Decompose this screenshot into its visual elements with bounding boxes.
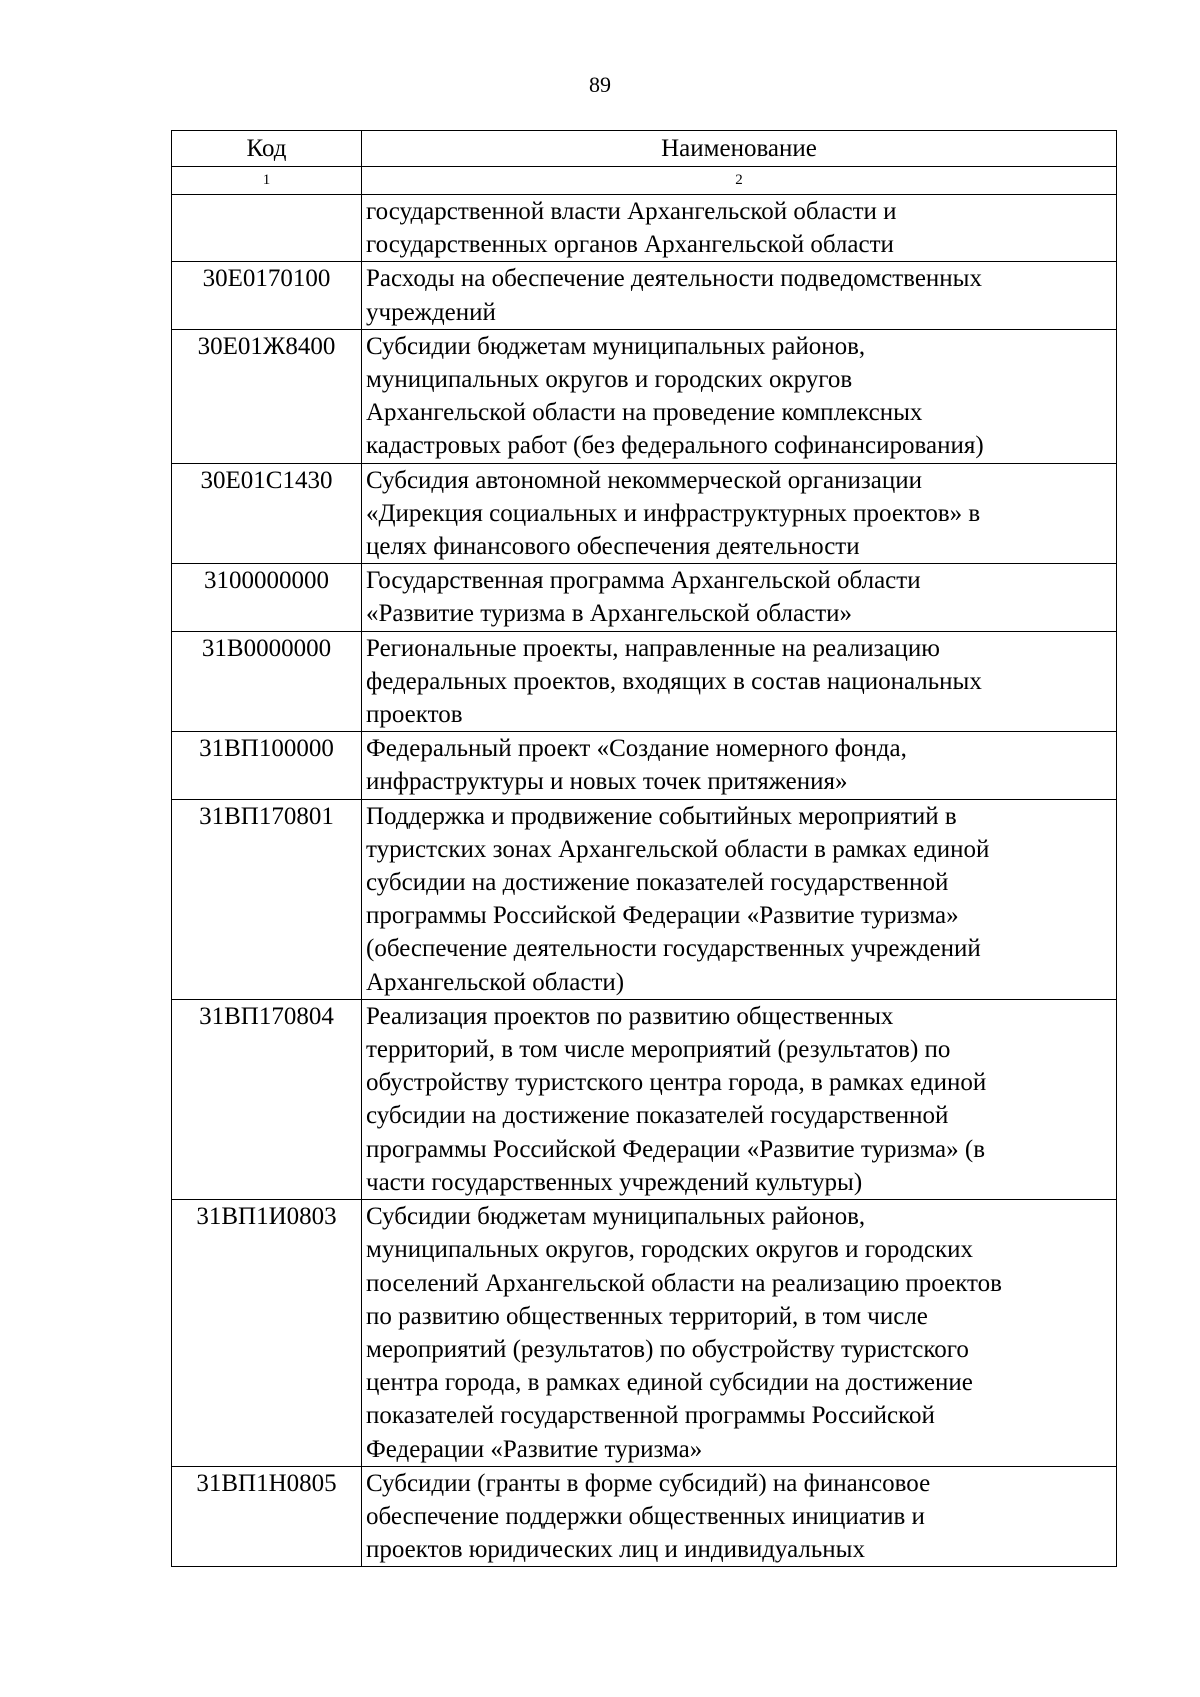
row-name-line: обеспечение поддержки общественных инициатив и: [366, 1502, 925, 1530]
table-body: [172, 131, 1117, 1567]
column-number-1: 1: [172, 167, 362, 195]
row-name-line: Поддержка и продвижение событийных мероприятий в: [366, 802, 957, 830]
row-name-line: показателей государственной программы Российской: [366, 1402, 935, 1430]
row-name-line: Федерации «Развитие туризма»: [366, 1435, 703, 1463]
table-header-row: [172, 131, 1117, 167]
row-name-line: Субсидии бюджетам муниципальных районов,: [366, 1203, 866, 1231]
column-header-code: Код: [172, 131, 362, 167]
row-name-line: программы Российской Федерации «Развитие туризма»: [366, 902, 959, 930]
row-name-line: «Развитие туризма в Архангельской области»: [366, 600, 853, 628]
row-name-line: части государственных учреждений культуры): [366, 1168, 863, 1196]
row-code-cell: [172, 195, 362, 262]
column-header-name: Наименование: [362, 131, 1117, 167]
row-name-line: (обеспечение деятельности государственных учреждений: [366, 935, 981, 963]
row-name-line: субсидии на достижение показателей государственной: [366, 869, 949, 897]
table-row: [172, 631, 1117, 732]
row-code-cell: 30Е01Ж8400: [172, 329, 362, 463]
row-name-line: центра города, в рамках единой субсидии на достижение: [366, 1369, 973, 1397]
table-row: [172, 799, 1117, 999]
row-name-cell: [362, 329, 1117, 463]
row-name-line: проектов: [366, 701, 463, 729]
row-name-line: по развитию общественных территорий, в том числе: [366, 1302, 928, 1330]
row-name-cell: [362, 1200, 1117, 1467]
row-code-cell: 31ВП100000: [172, 732, 362, 799]
table-row: [172, 329, 1117, 463]
row-name-line: проектов юридических лиц и индивидуальных: [366, 1536, 865, 1564]
row-name-line: субсидии на достижение показателей государственной: [366, 1102, 949, 1130]
table-row: [172, 999, 1117, 1199]
table-row: [172, 463, 1117, 564]
row-name-line: Федеральный проект «Создание номерного фонда,: [366, 735, 907, 763]
row-name-cell: [362, 999, 1117, 1199]
row-name-cell: [362, 732, 1117, 799]
row-name-line: Субсидия автономной некоммерческой организации: [366, 466, 922, 494]
row-name-line: Субсидии бюджетам муниципальных районов,: [366, 332, 866, 360]
row-name-cell: [362, 1466, 1117, 1567]
row-name-line: программы Российской Федерации «Развитие туризма» (в: [366, 1135, 986, 1163]
page-number: 89: [589, 72, 611, 97]
row-code-cell: 31ВП1Н0805: [172, 1466, 362, 1567]
table-row: [172, 195, 1117, 262]
row-name-cell: [362, 564, 1117, 631]
row-name-cell: [362, 463, 1117, 564]
row-name-line: туристских зонах Архангельской области в рамках единой: [366, 835, 990, 863]
column-number-row: [172, 167, 1117, 195]
row-name-line: целях финансового обеспечения деятельности: [366, 533, 860, 561]
row-code-cell: 31ВП1И0803: [172, 1200, 362, 1467]
row-name-cell: [362, 195, 1117, 262]
row-name-cell: [362, 631, 1117, 732]
row-name-line: Расходы на обеспечение деятельности подведомственных: [366, 265, 982, 293]
row-name-line: мероприятий (результатов) по обустройству туристского: [366, 1335, 969, 1363]
table-row: [172, 564, 1117, 631]
row-name-line: обустройству туристского центра города, в рамках единой: [366, 1069, 987, 1097]
row-code-cell: 30Е0170100: [172, 262, 362, 329]
table-row: [172, 262, 1117, 329]
row-name-line: «Дирекция социальных и инфраструктурных проектов» в: [366, 499, 981, 527]
row-code-cell: 30Е01С1430: [172, 463, 362, 564]
row-name-line: кадастровых работ (без федерального софинансирования): [366, 432, 984, 460]
row-name-line: Реализация проектов по развитию общественных: [366, 1002, 894, 1030]
row-name-line: государственной власти Архангельской области и: [366, 198, 897, 225]
row-name-line: поселений Архангельской области на реализацию проектов: [366, 1269, 1002, 1297]
row-name-line: Региональные проекты, направленные на реализацию: [366, 634, 940, 662]
row-code-cell: 3100000000: [172, 564, 362, 631]
row-name-line: Архангельской области на проведение комплексных: [366, 399, 923, 427]
table-row: [172, 1466, 1117, 1567]
row-code-cell: 31ВП170801: [172, 799, 362, 999]
row-name-line: федеральных проектов, входящих в состав национальных: [366, 667, 982, 695]
column-number-2: 2: [362, 167, 1117, 195]
row-name-line: государственных органов Архангельской области: [366, 231, 894, 259]
table-row: [172, 1200, 1117, 1467]
row-name-cell: [362, 262, 1117, 329]
row-name-line: Государственная программа Архангельской области: [366, 567, 921, 595]
row-name-line: Архангельской области): [366, 968, 625, 996]
row-name-line: Субсидии (гранты в форме субсидий) на финансовое: [366, 1469, 931, 1497]
row-code-cell: 31В0000000: [172, 631, 362, 732]
row-name-line: территорий, в том числе мероприятий (результатов) по: [366, 1036, 951, 1064]
row-name-cell: [362, 799, 1117, 999]
row-name-line: муниципальных округов, городских округов и городских: [366, 1236, 973, 1264]
row-name-line: учреждений: [366, 298, 496, 326]
budget-code-table: [171, 130, 1117, 1567]
row-name-line: муниципальных округов и городских округов: [366, 366, 853, 394]
row-code-cell: 31ВП170804: [172, 999, 362, 1199]
row-name-line: инфраструктуры и новых точек притяжения»: [366, 768, 848, 796]
table-row: [172, 732, 1117, 799]
